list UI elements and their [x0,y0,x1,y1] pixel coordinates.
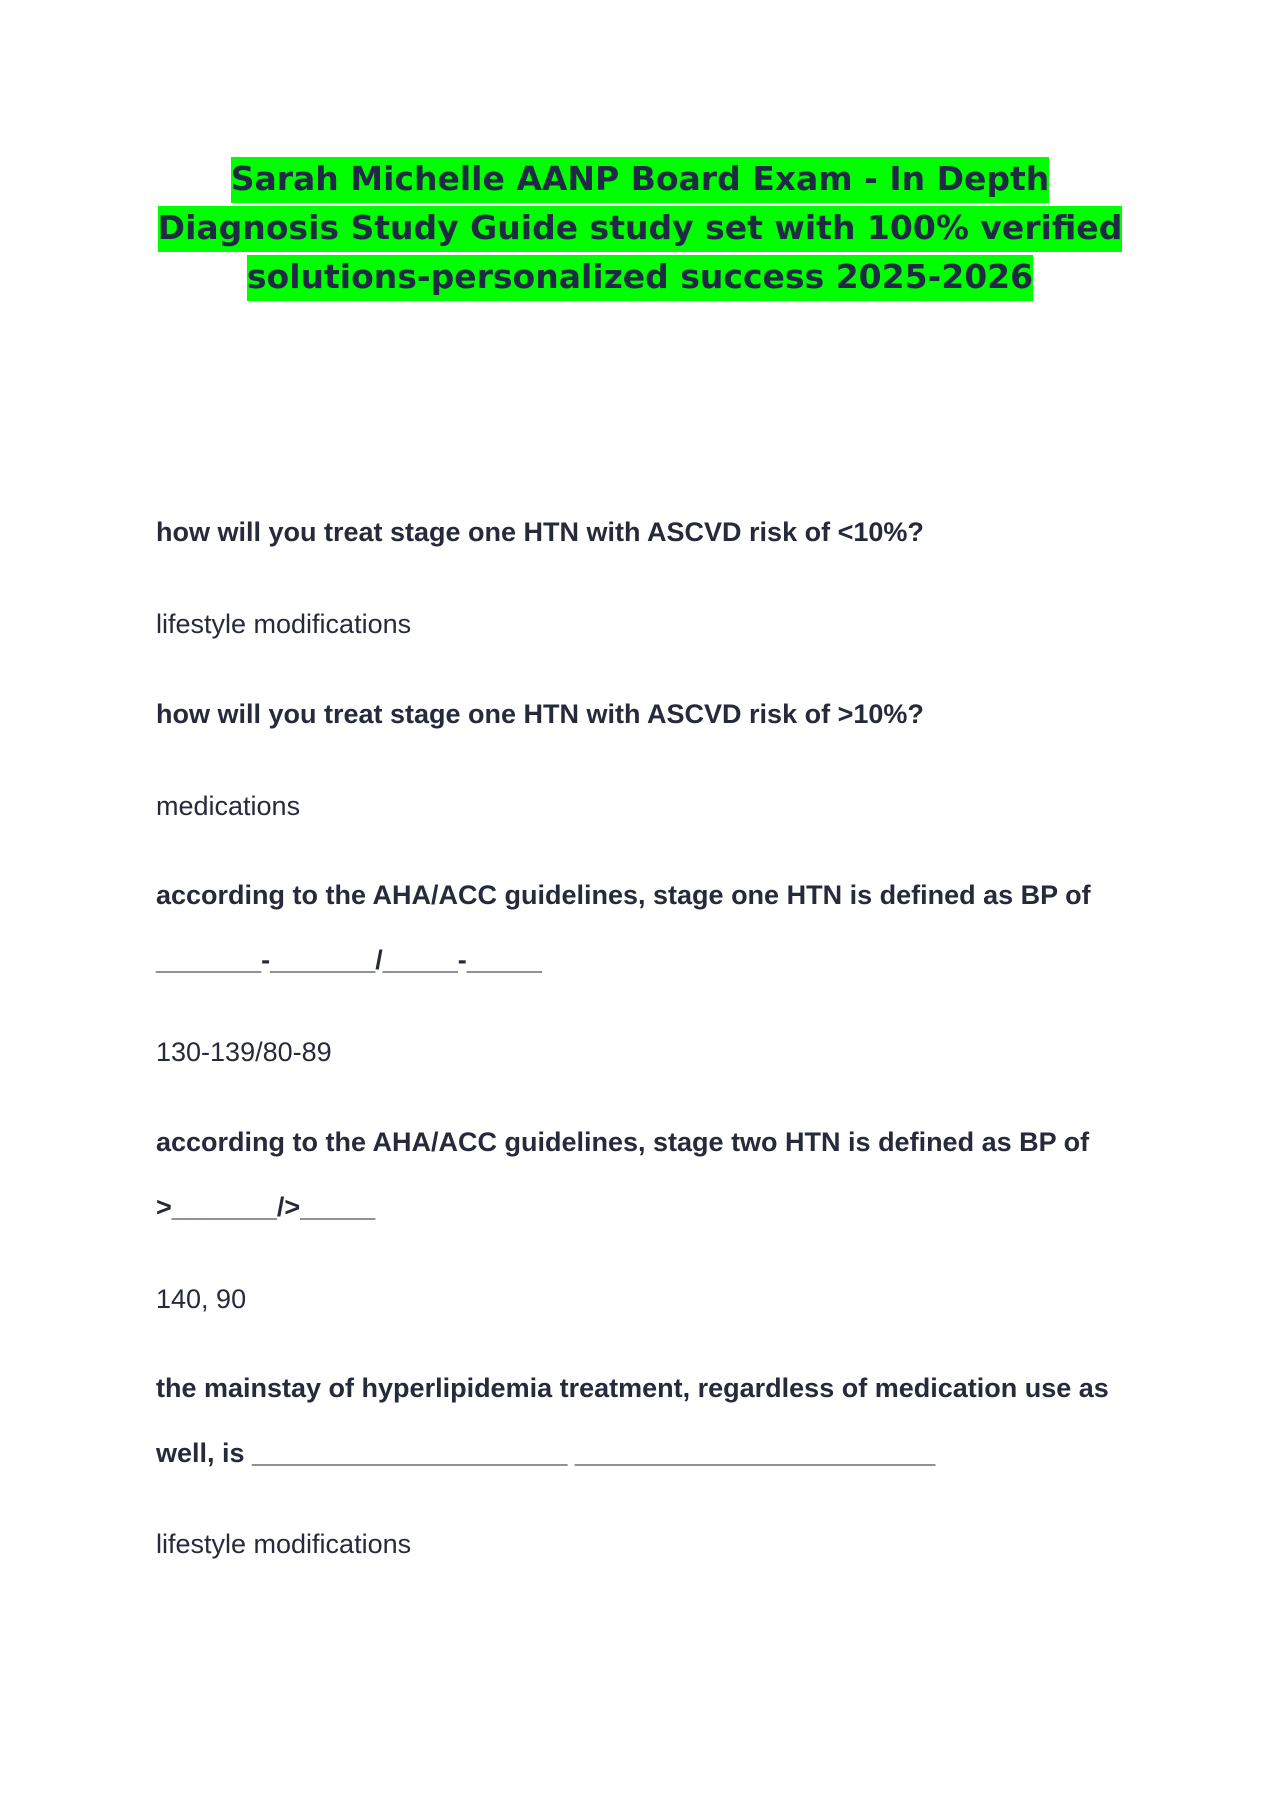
question-4: according to the AHA/ACC guidelines, stage two HTN is defined as BP of >_______/>_____ [156,1127,1090,1222]
question-2: how will you treat stage one HTN with ASCVD risk of >10%? [156,699,924,729]
document-title [140,154,1140,301]
answer-5: lifestyle modifications [156,1529,412,1559]
answer-2: medications [156,791,301,821]
question-3: according to the AHA/ACC guidelines, stage one HTN is defined as BP of _______-_______/_____-_____ [156,880,1091,975]
answer-1: lifestyle modifications [156,609,412,639]
answer-3: 130-139/80-89 [156,1037,332,1067]
document-title-text: Sarah Michelle AANP Board Exam - In Depth Diagnosis Study Guide study set with 100% verified solutions-personalized success 2025-2026 [158,157,1123,301]
question-5: the mainstay of hyperlipidemia treatment, regardless of medication use as well, is _____________________ ________________________ [156,1373,1109,1468]
question-1: how will you treat stage one HTN with ASCVD risk of <10%? [156,517,924,547]
answer-4: 140, 90 [156,1284,247,1314]
